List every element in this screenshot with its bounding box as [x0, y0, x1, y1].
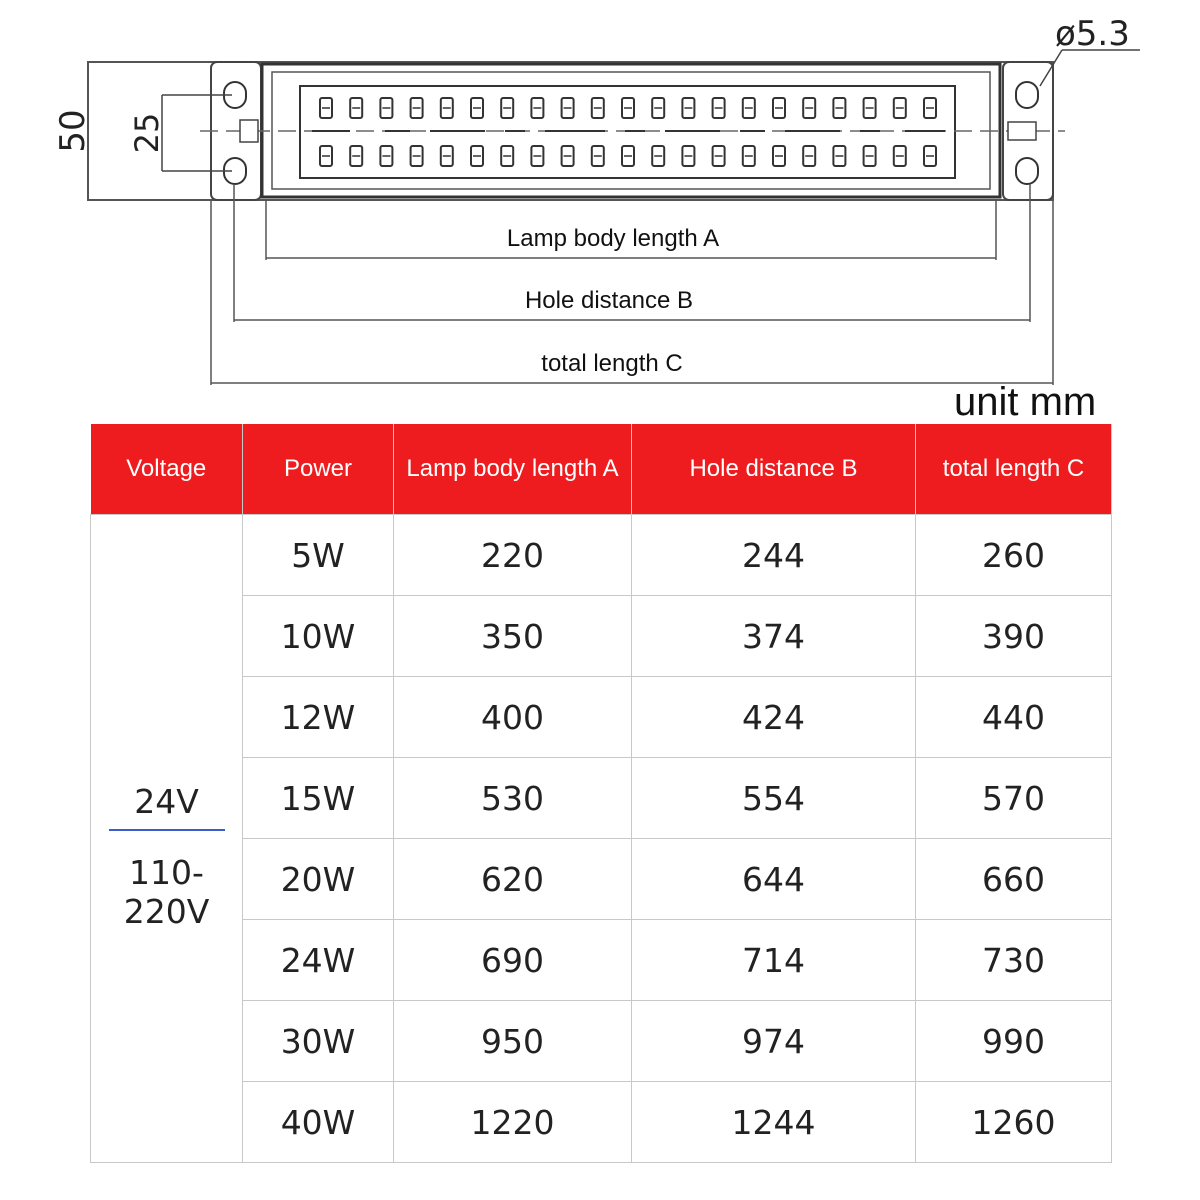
table-row: [91, 1082, 1112, 1163]
dim-b-label: Hole distance B: [524, 287, 694, 314]
header-total-length: total length C: [916, 424, 1112, 515]
table-row: [91, 515, 1112, 596]
power-cell: 15W: [243, 758, 394, 839]
header-power: Power: [243, 424, 394, 515]
hole-distance-cell: 714: [632, 920, 916, 1001]
table-body: [91, 515, 1112, 1163]
total-length-cell: 660: [916, 839, 1112, 920]
power-cell: 12W: [243, 677, 394, 758]
table-header-row: [91, 424, 1112, 515]
unit-label: unit mm: [954, 380, 1097, 424]
dim-hole-spacing-label: 25: [128, 112, 166, 154]
voltage-low: 24V: [109, 782, 225, 831]
dim-diameter-label: ø5.3: [1055, 14, 1130, 54]
cable-gland: [1008, 122, 1036, 140]
table-row: [91, 758, 1112, 839]
table-row: [91, 596, 1112, 677]
mount-hole-right-top: [1016, 82, 1038, 108]
lamp-body-length-cell: 350: [394, 596, 632, 677]
lamp-dimension-drawing: [0, 0, 1200, 420]
total-length-cell: 440: [916, 677, 1112, 758]
hole-distance-cell: 644: [632, 839, 916, 920]
lamp-body-length-cell: 950: [394, 1001, 632, 1082]
lamp-body-length-cell: 690: [394, 920, 632, 1001]
dim-a-label: Lamp body length A: [506, 225, 720, 252]
total-length-cell: 990: [916, 1001, 1112, 1082]
table-row: [91, 839, 1112, 920]
lamp-body-length-cell: 530: [394, 758, 632, 839]
header-lamp-body-length: Lamp body length A: [394, 424, 632, 515]
dim-height-label: 50: [53, 109, 93, 153]
lamp-body-length-cell: 400: [394, 677, 632, 758]
total-length-cell: 730: [916, 920, 1112, 1001]
hole-distance-cell: 1244: [632, 1082, 916, 1163]
total-length-cell: 390: [916, 596, 1112, 677]
led-row-top: [320, 98, 936, 118]
power-cell: 20W: [243, 839, 394, 920]
power-cell: 40W: [243, 1082, 394, 1163]
header-voltage: Voltage: [91, 424, 243, 515]
lamp-body-length-cell: 220: [394, 515, 632, 596]
voltage-cell: [91, 515, 243, 1163]
voltage-high: 110-220V: [123, 853, 210, 931]
left-connector: [240, 120, 258, 142]
spec-table: [90, 424, 1112, 1163]
table-row: [91, 677, 1112, 758]
lamp-body-length-cell: 1220: [394, 1082, 632, 1163]
power-cell: 10W: [243, 596, 394, 677]
dim-c-label: total length C: [541, 350, 683, 377]
table-row: [91, 1001, 1112, 1082]
total-length-cell: 260: [916, 515, 1112, 596]
power-cell: 30W: [243, 1001, 394, 1082]
hole-distance-cell: 374: [632, 596, 916, 677]
total-length-cell: 1260: [916, 1082, 1112, 1163]
lamp-body-length-cell: 620: [394, 839, 632, 920]
led-row-bottom: [320, 146, 936, 166]
hole-distance-cell: 424: [632, 677, 916, 758]
power-cell: 5W: [243, 515, 394, 596]
mount-hole-right-bottom: [1016, 158, 1038, 184]
hole-distance-cell: 554: [632, 758, 916, 839]
power-cell: 24W: [243, 920, 394, 1001]
hole-distance-cell: 244: [632, 515, 916, 596]
hole-distance-cell: 974: [632, 1001, 916, 1082]
header-hole-distance: Hole distance B: [632, 424, 916, 515]
table-row: [91, 920, 1112, 1001]
total-length-cell: 570: [916, 758, 1112, 839]
